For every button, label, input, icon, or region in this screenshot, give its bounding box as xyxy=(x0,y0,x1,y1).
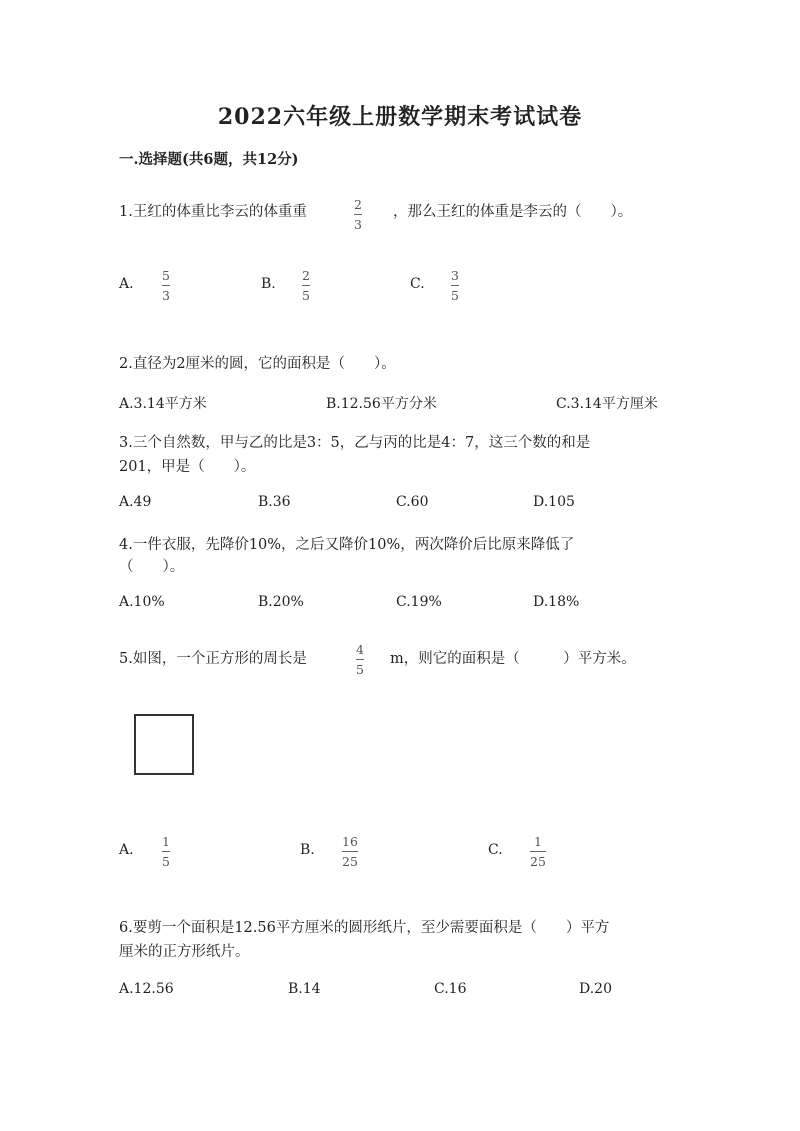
q3-text-line1: 3.三个自然数，甲与乙的比是3：5，乙与丙的比是4：7，这三个数的和是 xyxy=(119,435,591,451)
q1-option-c-num: 3 xyxy=(451,268,459,283)
q5-frac-numerator: 4 xyxy=(356,642,364,657)
q5-option-a-label[interactable]: A. xyxy=(119,842,134,858)
q1-option-c-fraction xyxy=(451,269,459,302)
q1-option-a-den: 3 xyxy=(162,288,170,303)
q5-option-b-label[interactable]: B. xyxy=(300,842,315,858)
q1-frac-numerator: 2 xyxy=(354,197,362,212)
q4-option-b[interactable]: B.20% xyxy=(258,594,304,610)
q5-text-post: m，则它的面积是（ ）平方米。 xyxy=(390,651,636,667)
q3-option-c[interactable]: C.60 xyxy=(396,494,429,510)
q5-option-c-fraction xyxy=(530,835,546,868)
q1-frac-denominator: 3 xyxy=(354,217,362,232)
q1-option-c-label[interactable]: C. xyxy=(410,276,425,292)
q1-option-b-num: 2 xyxy=(302,268,310,283)
q3-text-line2: 201，甲是（ ）。 xyxy=(119,459,256,475)
q5-option-c-num: 1 xyxy=(533,834,542,849)
q2-option-c[interactable]: C.3.14平方厘米 xyxy=(556,396,658,412)
q1-fraction xyxy=(354,198,362,231)
q3-option-b[interactable]: B.36 xyxy=(258,494,291,510)
q1-option-a-num: 5 xyxy=(162,268,170,283)
q1-option-b-fraction xyxy=(302,269,310,302)
q4-option-d[interactable]: D.18% xyxy=(533,594,580,610)
q3-option-d[interactable]: D.105 xyxy=(533,494,575,510)
q5-option-c-den: 25 xyxy=(530,854,546,869)
q6-option-b[interactable]: B.14 xyxy=(288,981,321,997)
q1-option-a-fraction xyxy=(162,269,170,302)
q3-option-a[interactable]: A.49 xyxy=(119,494,152,510)
q1-option-c-den: 5 xyxy=(451,288,459,303)
q2-text: 2.直径为2厘米的圆，它的面积是（ ）。 xyxy=(119,356,396,372)
q5-option-a-fraction xyxy=(162,835,170,868)
q4-text-line2: （ ）。 xyxy=(119,559,185,575)
q5-option-b-den: 25 xyxy=(342,854,358,869)
q1-text-pre: 1.王红的体重比李云的体重重 xyxy=(119,204,307,220)
q2-option-a[interactable]: A.3.14平方米 xyxy=(119,396,207,412)
q1-option-b-label[interactable]: B. xyxy=(261,276,276,292)
q6-text-line1: 6.要剪一个面积是12.56平方厘米的圆形纸片，至少需要面积是（ ）平方 xyxy=(119,920,610,936)
square-figure xyxy=(134,714,194,775)
q6-text-line2: 厘米的正方形纸片。 xyxy=(119,944,250,960)
q6-option-c[interactable]: C.16 xyxy=(434,981,467,997)
section-heading: 一.选择题(共6题，共12分) xyxy=(119,151,299,168)
q4-option-a[interactable]: A.10% xyxy=(119,594,165,610)
q6-option-a[interactable]: A.12.56 xyxy=(119,981,174,997)
q5-option-a-num: 1 xyxy=(162,834,170,849)
q5-fraction xyxy=(356,643,364,676)
q6-option-d[interactable]: D.20 xyxy=(579,981,612,997)
q4-option-c[interactable]: C.19% xyxy=(396,594,442,610)
q1-option-a-label[interactable]: A. xyxy=(119,276,134,292)
q1-option-b-den: 5 xyxy=(302,288,310,303)
q1-text-post: ，那么王红的体重是李云的（ ）。 xyxy=(393,204,633,220)
q2-option-b[interactable]: B.12.56平方分米 xyxy=(326,396,437,412)
q5-option-b-fraction xyxy=(342,835,358,868)
q5-option-a-den: 5 xyxy=(162,854,170,869)
q5-frac-denominator: 5 xyxy=(356,662,364,677)
q4-text-line1: 4.一件衣服，先降价10%，之后又降价10%，两次降价后比原来降低了 xyxy=(119,537,575,553)
q5-text-pre: 5.如图，一个正方形的周长是 xyxy=(119,651,307,667)
q5-option-b-num: 16 xyxy=(342,834,358,849)
page-title: 2022六年级上册数学期末考试试卷 xyxy=(217,104,583,130)
q5-option-c-label[interactable]: C. xyxy=(488,842,503,858)
